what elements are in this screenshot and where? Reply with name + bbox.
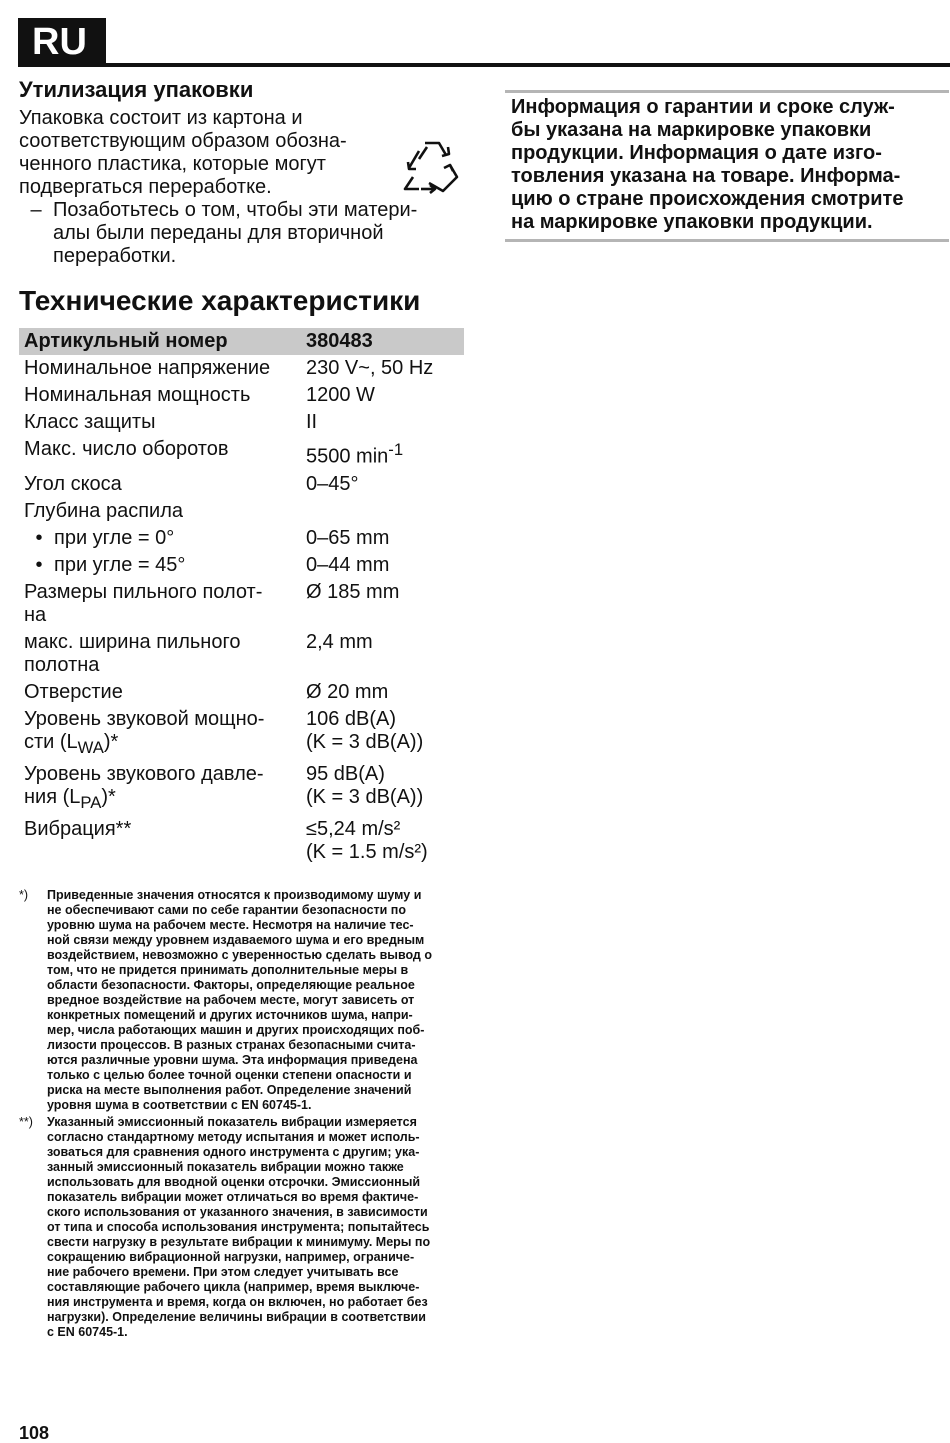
- bullet-label: при угле = 45°: [54, 553, 186, 576]
- label-line1: Уровень звукового давле-: [24, 762, 264, 785]
- warranty-info-box: Информация о гарантии и сроке служ- бы указана на маркировке упаковки продукции. Информация о дате изго- товления указана на товаре. Информа- цию о стране происхождения смотрите на маркировке упаковки продукции.: [505, 90, 949, 242]
- spec-value: 0–65 mm: [306, 526, 390, 549]
- label-subscript: PA: [80, 792, 102, 812]
- packaging-text: Упаковка состоит из картона и соответствующим образом обозна- ченного пластика, которые могут подвергаться переработке.: [19, 107, 347, 198]
- spec-value: 2,4 mm: [306, 630, 373, 653]
- footnotes: [19, 888, 464, 1340]
- spec-label: [19, 761, 301, 816]
- bullet: •: [35, 553, 43, 576]
- rpm-value: 5500 min: [306, 445, 389, 468]
- table-row: [19, 436, 464, 471]
- table-row: [19, 706, 464, 761]
- spec-value: 0–44 mm: [306, 553, 390, 576]
- spec-label: Класс защиты: [24, 411, 156, 433]
- label-suffix: )*: [103, 730, 119, 753]
- table-row: [19, 498, 464, 525]
- recycle-icon: [399, 137, 465, 197]
- page-number: 108: [19, 1423, 50, 1443]
- spec-label: Глубина распила: [24, 499, 183, 522]
- label-suffix: )*: [101, 785, 116, 808]
- header-rule: [18, 63, 950, 67]
- footnote-marker: **): [19, 1114, 33, 1129]
- bullet-label: при угле = 0°: [54, 526, 175, 549]
- spec-value: 95 dB(A) (K = 3 dB(A)): [306, 762, 424, 808]
- header-label: Артикульный номер: [19, 328, 301, 355]
- label-line2: ния (L: [24, 785, 81, 808]
- spec-value: ≤5,24 m/s² (K = 1.5 m/s²): [306, 817, 428, 863]
- spec-value: Ø 20 mm: [306, 680, 389, 703]
- list-item-text: Позаботьтесь о том, чтобы эти матери- алы были переданы для вторичной переработки.: [53, 199, 418, 267]
- rpm-exponent: -1: [388, 440, 404, 459]
- table-row: [19, 579, 464, 629]
- spec-value: 0–45°: [306, 472, 359, 495]
- table-header-row: [19, 328, 464, 355]
- table-row: [19, 409, 464, 436]
- table-row: [19, 629, 464, 679]
- packaging-section: [19, 107, 464, 268]
- language-badge: RU: [18, 18, 106, 66]
- list-dash: –: [30, 199, 42, 221]
- footnote-marker: *): [19, 887, 29, 902]
- table-row: [19, 761, 464, 816]
- spec-value: II: [306, 411, 318, 433]
- spec-value: 106 dB(A) (K = 3 dB(A)): [306, 707, 424, 753]
- spec-label: Вибрация**: [24, 817, 132, 840]
- footnote-text: Указанный эмиссионный показатель вибрации измеряется согласно стандартному методу испытания и может исполь- зоваться для сравнения одного инструмента с другим; ука- занный эмиссионный показатель вибрации можно также использовать для вводной оценки отсрочки. Эмиссионный показатель вибрации может отличаться во время фактиче- ского использования от указанного значения, в зависимости от типа и способа использования инструмента; попытайтесь свести нагрузку в результате вибрации к минимуму. Меры по сокращению вибрационной нагрузки, например, ограниче- ние рабочего времени. При этом следует учитывать все составляющие рабочего цикла (например, время выключе- ния инструмента и время, когда он включен, но работает без нагрузки). Определение величины вибрации в соответствии с EN 60745-1.: [47, 1114, 431, 1339]
- packaging-heading: Утилизация упаковки: [19, 77, 254, 102]
- spec-label: Отверстие: [24, 680, 123, 703]
- spec-label: [19, 525, 301, 552]
- tech-specs-heading: Технические характеристики: [19, 285, 421, 316]
- spec-value: [301, 436, 464, 471]
- packaging-list-item: [19, 199, 464, 268]
- spec-label: Размеры пильного полот- на: [24, 580, 263, 626]
- table-row: [19, 355, 464, 382]
- spec-value: 230 V~, 50 Hz: [306, 357, 434, 379]
- label-line1: Уровень звуковой мощно-: [24, 707, 265, 730]
- spec-label: макс. ширина пильного полотна: [24, 630, 241, 676]
- spec-label: Макс. число оборотов: [24, 438, 229, 460]
- table-row: [19, 471, 464, 498]
- spec-label: [19, 552, 301, 579]
- bullet: •: [35, 526, 43, 549]
- spec-value: 1200 W: [306, 384, 375, 406]
- table-row: [19, 382, 464, 409]
- spec-label: Номинальная мощность: [24, 384, 251, 406]
- footnote: [19, 1115, 464, 1340]
- table-row: [19, 525, 464, 552]
- footnote: [19, 888, 464, 1113]
- label-line2: сти (L: [24, 730, 78, 753]
- spec-value: [301, 498, 464, 525]
- footnote-text: Приведенные значения относятся к производимому шуму и не обеспечивают сами по себе гарантии безопасности по уровню шума на рабочем месте. Несмотря на наличие тес- ной связи между уровнем издаваемого шума и его вредным воздействием, невозможно с уверенностью сделать вывод о том, что не придется принимать дополнительные меры в области безопасности. Факторы, определяющие реальное вредное воздействие на рабочем месте, могут зависеть от конкретных помещений и других источников шума, напри- мер, числа работающих машин и других происходящих поб- лизости процессов. В разных странах безопасными счита- ются различные уровни шума. Эта информация приведена только с целью более точной оценки степени опасности и риска на месте выполнения работ. Определение значений уровня шума в соответствии с EN 60745-1.: [47, 887, 432, 1112]
- left-column: [19, 76, 464, 1342]
- spec-label: [19, 706, 301, 761]
- spec-label: Номинальное напряжение: [24, 357, 271, 379]
- table-row: [19, 679, 464, 706]
- label-subscript: WA: [77, 737, 104, 757]
- header-value: 380483: [301, 328, 464, 355]
- table-row: [19, 552, 464, 579]
- spec-table: [19, 328, 464, 866]
- spec-value: Ø 185 mm: [306, 580, 400, 603]
- spec-label: Угол скоса: [24, 472, 122, 495]
- table-row: [19, 816, 464, 866]
